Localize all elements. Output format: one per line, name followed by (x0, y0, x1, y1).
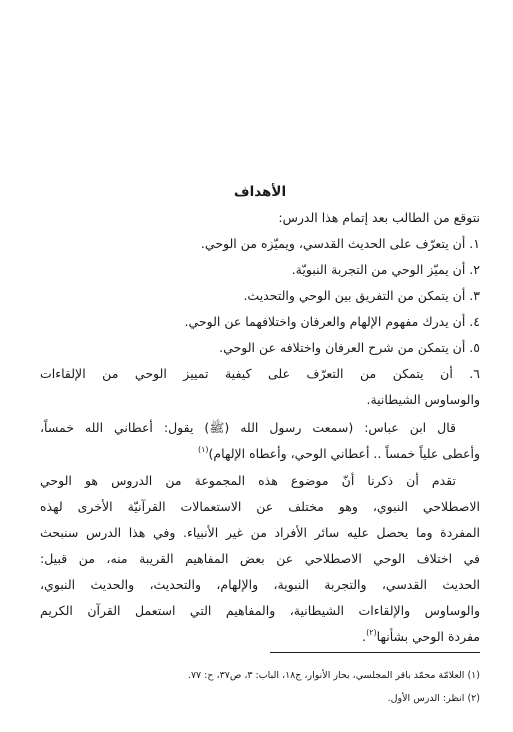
footnote-separator (270, 652, 480, 653)
footnote-ref: (٢) (366, 628, 377, 637)
quote-line: قال ابن عباس: (سمعت رسول الله (ﷺ) يقول: أعطاني الله خمساً، (40, 420, 456, 435)
paragraph-text: مفردة الوحي بشأنها (376, 629, 480, 644)
objective-item: ٦. أن يتمكن من التعرّف على كيفية تمييز الوحي من الإلقاءات (40, 366, 480, 381)
paragraph-period: . (362, 629, 367, 644)
objective-item: ٣. أن يتمكن من التفريق بين الوحي والتحديث. (243, 288, 480, 303)
paragraph-line: الحديث القدسي، والتجربة النبوية، والإلهام، والتحديث، والحديث النبوي، (40, 577, 480, 592)
objective-item: ٢. أن يميّز الوحي من التجربة النبويّة. (291, 262, 480, 277)
quote-text: وأعطى علياً خمساً .. أعطاني الوحي، وأعطاه الإلهام) (208, 446, 480, 461)
paragraph-line: المفردة وما يحصل عليه سائر الأفراد من غير الأنبياء. وفي هذا الدرس سنبحث (40, 525, 480, 540)
paragraph-line: الاصطلاحي النبوي، وهو مختلف عن الاستعمالات القرآنيّة الأخرى لهذه (40, 499, 480, 514)
objectives-section (40, 205, 480, 413)
footnote-item: (٢) انظر: الدرس الأول. (387, 693, 480, 704)
objective-item: ١. أن يتعرّف على الحديث القدسي، ويميّزه من الوحي. (200, 236, 480, 251)
body-paragraph (40, 468, 480, 650)
footnotes-section (40, 664, 480, 710)
objective-item: ٤. أن يدرك مفهوم الإلهام والعرفان واختلافهما عن الوحي. (184, 314, 480, 329)
footnote-item: (١) العلامّة محمّد باقر المجلسي، بحار الأنوار، ج١٨، الباب: ٣، ص٣٧، ح: ٧٧. (187, 670, 480, 681)
intro-line: نتوقع من الطالب بعد إتمام هذا الدرس: (278, 210, 480, 225)
paragraph-line: والوساوس والإلقاءات الشيطانية، والمفاهيم التي استعمل القرآن الكريم (40, 603, 480, 618)
quote-section (40, 415, 480, 467)
paragraph-last-line (40, 624, 480, 650)
quote-line-2 (40, 441, 480, 467)
page-heading: الأهداف (233, 184, 287, 200)
paragraph-line: تقدم أن ذكرنا أنّ موضوع هذه المجموعة من الدروس هو الوحي (40, 473, 456, 488)
paragraph-line: في اختلاف الوحي الاصطلاحي عن بعض المفاهيم القريبة منه، من قبيل: (40, 551, 480, 566)
objective-item-continuation: والوساوس الشيطانية. (366, 392, 480, 407)
footnote-ref: (١) (197, 445, 209, 454)
objective-item: ٥. أن يتمكن من شرح العرفان واختلافه عن الوحي. (219, 340, 480, 355)
